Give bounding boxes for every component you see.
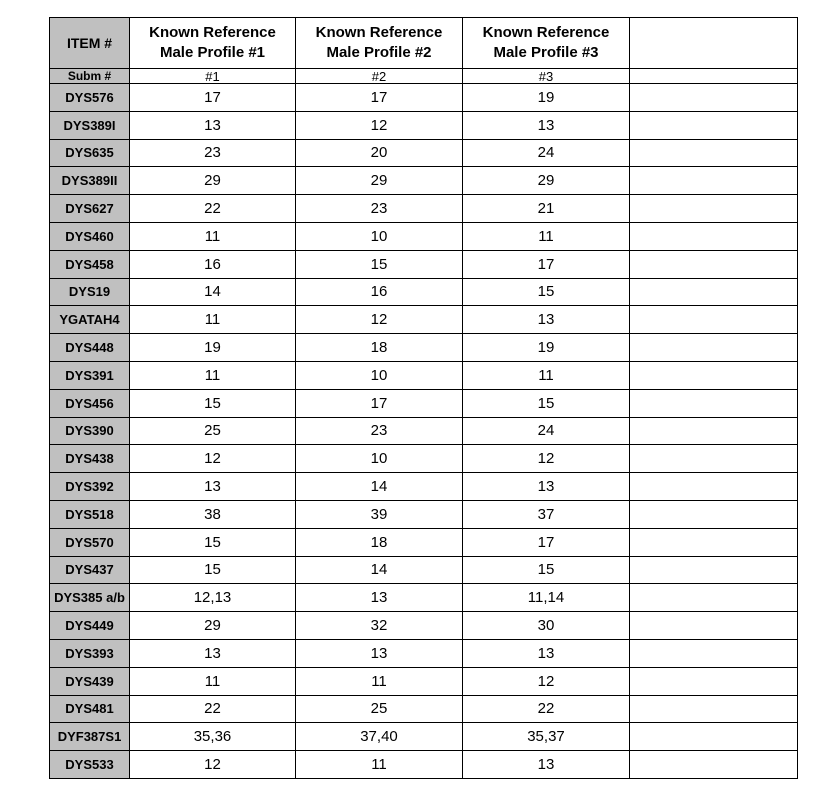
allele-value-profile-2: 13 bbox=[296, 639, 463, 667]
marker-label: DYS391 bbox=[50, 361, 130, 389]
table-row bbox=[50, 723, 798, 751]
allele-value-profile-1: 11 bbox=[130, 306, 296, 334]
table-row bbox=[50, 612, 798, 640]
empty-cell bbox=[630, 445, 798, 473]
allele-value-profile-2: 10 bbox=[296, 445, 463, 473]
empty-cell bbox=[630, 167, 798, 195]
empty-cell bbox=[630, 667, 798, 695]
allele-value-profile-2: 18 bbox=[296, 334, 463, 362]
allele-value-profile-1: 35,36 bbox=[130, 723, 296, 751]
allele-value-profile-1: 29 bbox=[130, 612, 296, 640]
table-row bbox=[50, 139, 798, 167]
allele-value-profile-2: 25 bbox=[296, 695, 463, 723]
submission-label: Subm # bbox=[50, 69, 130, 84]
marker-label: DYS518 bbox=[50, 500, 130, 528]
allele-value-profile-2: 29 bbox=[296, 167, 463, 195]
marker-label: DYS627 bbox=[50, 195, 130, 223]
marker-label: DYS456 bbox=[50, 389, 130, 417]
marker-label: DYS437 bbox=[50, 556, 130, 584]
allele-value-profile-1: 38 bbox=[130, 500, 296, 528]
allele-value-profile-2: 23 bbox=[296, 417, 463, 445]
table-row bbox=[50, 306, 798, 334]
y-str-profile-table bbox=[49, 17, 798, 779]
allele-value-profile-3: 37 bbox=[463, 500, 630, 528]
table-row bbox=[50, 250, 798, 278]
allele-value-profile-2: 32 bbox=[296, 612, 463, 640]
empty-cell bbox=[630, 334, 798, 362]
allele-value-profile-1: 13 bbox=[130, 473, 296, 501]
empty-cell bbox=[630, 723, 798, 751]
allele-value-profile-3: 12 bbox=[463, 445, 630, 473]
table-row bbox=[50, 278, 798, 306]
table-row bbox=[50, 751, 798, 779]
allele-value-profile-3: 15 bbox=[463, 278, 630, 306]
marker-label: DYS385 a/b bbox=[50, 584, 130, 612]
empty-cell bbox=[630, 139, 798, 167]
empty-cell bbox=[630, 528, 798, 556]
allele-value-profile-2: 23 bbox=[296, 195, 463, 223]
table-row bbox=[50, 222, 798, 250]
allele-value-profile-3: 19 bbox=[463, 334, 630, 362]
table-row bbox=[50, 556, 798, 584]
marker-label: DYS635 bbox=[50, 139, 130, 167]
allele-value-profile-3: 15 bbox=[463, 389, 630, 417]
allele-value-profile-2: 10 bbox=[296, 222, 463, 250]
allele-value-profile-2: 39 bbox=[296, 500, 463, 528]
allele-value-profile-3: 12 bbox=[463, 667, 630, 695]
allele-value-profile-2: 14 bbox=[296, 473, 463, 501]
empty-cell bbox=[630, 361, 798, 389]
allele-value-profile-1: 23 bbox=[130, 139, 296, 167]
allele-value-profile-2: 15 bbox=[296, 250, 463, 278]
empty-cell bbox=[630, 111, 798, 139]
table-row bbox=[50, 473, 798, 501]
submission-value-1: #1 bbox=[130, 69, 296, 84]
table-row bbox=[50, 500, 798, 528]
allele-value-profile-3: 22 bbox=[463, 695, 630, 723]
marker-label: DYS389II bbox=[50, 167, 130, 195]
marker-label: DYS448 bbox=[50, 334, 130, 362]
empty-cell bbox=[630, 584, 798, 612]
table-row bbox=[50, 667, 798, 695]
table-row bbox=[50, 167, 798, 195]
allele-value-profile-1: 16 bbox=[130, 250, 296, 278]
allele-value-profile-3: 13 bbox=[463, 306, 630, 334]
marker-label: DYF387S1 bbox=[50, 723, 130, 751]
table-body bbox=[50, 18, 798, 779]
profile-1-header-line1: Known Reference bbox=[149, 24, 276, 41]
marker-label: DYS390 bbox=[50, 417, 130, 445]
allele-value-profile-2: 13 bbox=[296, 584, 463, 612]
allele-value-profile-2: 20 bbox=[296, 139, 463, 167]
allele-value-profile-3: 29 bbox=[463, 167, 630, 195]
profile-3-header bbox=[463, 18, 630, 69]
allele-value-profile-1: 15 bbox=[130, 389, 296, 417]
empty-cell bbox=[630, 222, 798, 250]
marker-label: DYS439 bbox=[50, 667, 130, 695]
profile-2-header bbox=[296, 18, 463, 69]
allele-value-profile-1: 12,13 bbox=[130, 584, 296, 612]
allele-value-profile-1: 14 bbox=[130, 278, 296, 306]
allele-value-profile-2: 12 bbox=[296, 111, 463, 139]
allele-value-profile-2: 11 bbox=[296, 667, 463, 695]
profile-1-header bbox=[130, 18, 296, 69]
allele-value-profile-3: 11 bbox=[463, 222, 630, 250]
empty-cell bbox=[630, 612, 798, 640]
submission-value-3: #3 bbox=[463, 69, 630, 84]
table-row bbox=[50, 111, 798, 139]
allele-value-profile-1: 19 bbox=[130, 334, 296, 362]
table-row bbox=[50, 334, 798, 362]
empty-cell bbox=[630, 417, 798, 445]
allele-value-profile-1: 11 bbox=[130, 361, 296, 389]
allele-value-profile-3: 11 bbox=[463, 361, 630, 389]
allele-value-profile-2: 10 bbox=[296, 361, 463, 389]
allele-value-profile-2: 37,40 bbox=[296, 723, 463, 751]
marker-label: DYS576 bbox=[50, 84, 130, 112]
marker-label: YGATAH4 bbox=[50, 306, 130, 334]
allele-value-profile-3: 30 bbox=[463, 612, 630, 640]
allele-value-profile-2: 18 bbox=[296, 528, 463, 556]
allele-value-profile-3: 19 bbox=[463, 84, 630, 112]
allele-value-profile-2: 17 bbox=[296, 389, 463, 417]
empty-cell bbox=[630, 556, 798, 584]
marker-label: DYS449 bbox=[50, 612, 130, 640]
profile-3-header-line2: Male Profile #3 bbox=[493, 44, 599, 61]
empty-cell bbox=[630, 195, 798, 223]
allele-value-profile-1: 15 bbox=[130, 528, 296, 556]
marker-label: DYS392 bbox=[50, 473, 130, 501]
allele-value-profile-1: 22 bbox=[130, 195, 296, 223]
table-row bbox=[50, 445, 798, 473]
empty-cell bbox=[630, 389, 798, 417]
marker-label: DYS570 bbox=[50, 528, 130, 556]
allele-value-profile-2: 17 bbox=[296, 84, 463, 112]
profile-3-header-line1: Known Reference bbox=[482, 24, 610, 41]
empty-cell bbox=[630, 278, 798, 306]
marker-label: DYS533 bbox=[50, 751, 130, 779]
table-row bbox=[50, 584, 798, 612]
allele-value-profile-3: 24 bbox=[463, 417, 630, 445]
allele-value-profile-3: 35,37 bbox=[463, 723, 630, 751]
table-row bbox=[50, 639, 798, 667]
marker-label: DYS19 bbox=[50, 278, 130, 306]
allele-value-profile-1: 29 bbox=[130, 167, 296, 195]
empty-cell bbox=[630, 69, 798, 84]
marker-label: DYS481 bbox=[50, 695, 130, 723]
table-header-row bbox=[50, 18, 798, 69]
marker-label: DYS393 bbox=[50, 639, 130, 667]
allele-value-profile-1: 13 bbox=[130, 639, 296, 667]
empty-cell bbox=[630, 306, 798, 334]
marker-label: DYS438 bbox=[50, 445, 130, 473]
allele-value-profile-3: 24 bbox=[463, 139, 630, 167]
allele-value-profile-1: 13 bbox=[130, 111, 296, 139]
table-row bbox=[50, 84, 798, 112]
allele-value-profile-3: 15 bbox=[463, 556, 630, 584]
empty-cell bbox=[630, 751, 798, 779]
empty-header-cell bbox=[630, 18, 798, 69]
allele-value-profile-1: 11 bbox=[130, 222, 296, 250]
allele-value-profile-3: 13 bbox=[463, 473, 630, 501]
allele-value-profile-1: 12 bbox=[130, 751, 296, 779]
submission-row bbox=[50, 69, 798, 84]
profile-1-header-line2: Male Profile #1 bbox=[159, 44, 266, 61]
marker-label: DYS460 bbox=[50, 222, 130, 250]
allele-value-profile-1: 11 bbox=[130, 667, 296, 695]
allele-value-profile-3: 17 bbox=[463, 250, 630, 278]
allele-value-profile-2: 14 bbox=[296, 556, 463, 584]
submission-value-2: #2 bbox=[296, 69, 463, 84]
allele-value-profile-3: 13 bbox=[463, 751, 630, 779]
item-column-header: ITEM # bbox=[50, 18, 130, 69]
allele-value-profile-3: 13 bbox=[463, 639, 630, 667]
allele-value-profile-1: 12 bbox=[130, 445, 296, 473]
profile-2-header-line1: Known Reference bbox=[315, 24, 443, 41]
marker-label: DYS458 bbox=[50, 250, 130, 278]
empty-cell bbox=[630, 500, 798, 528]
table-row bbox=[50, 528, 798, 556]
allele-value-profile-2: 12 bbox=[296, 306, 463, 334]
allele-value-profile-3: 21 bbox=[463, 195, 630, 223]
marker-label: DYS389I bbox=[50, 111, 130, 139]
allele-value-profile-1: 22 bbox=[130, 695, 296, 723]
empty-cell bbox=[630, 250, 798, 278]
empty-cell bbox=[630, 84, 798, 112]
table-row bbox=[50, 361, 798, 389]
empty-cell bbox=[630, 695, 798, 723]
allele-value-profile-3: 13 bbox=[463, 111, 630, 139]
empty-cell bbox=[630, 639, 798, 667]
allele-value-profile-1: 15 bbox=[130, 556, 296, 584]
empty-cell bbox=[630, 473, 798, 501]
allele-value-profile-1: 17 bbox=[130, 84, 296, 112]
allele-value-profile-3: 17 bbox=[463, 528, 630, 556]
allele-value-profile-2: 11 bbox=[296, 751, 463, 779]
table-row bbox=[50, 417, 798, 445]
table-row bbox=[50, 695, 798, 723]
table-row bbox=[50, 389, 798, 417]
allele-value-profile-2: 16 bbox=[296, 278, 463, 306]
profile-2-header-line2: Male Profile #2 bbox=[326, 44, 432, 61]
allele-value-profile-1: 25 bbox=[130, 417, 296, 445]
allele-value-profile-3: 11,14 bbox=[463, 584, 630, 612]
table-row bbox=[50, 195, 798, 223]
